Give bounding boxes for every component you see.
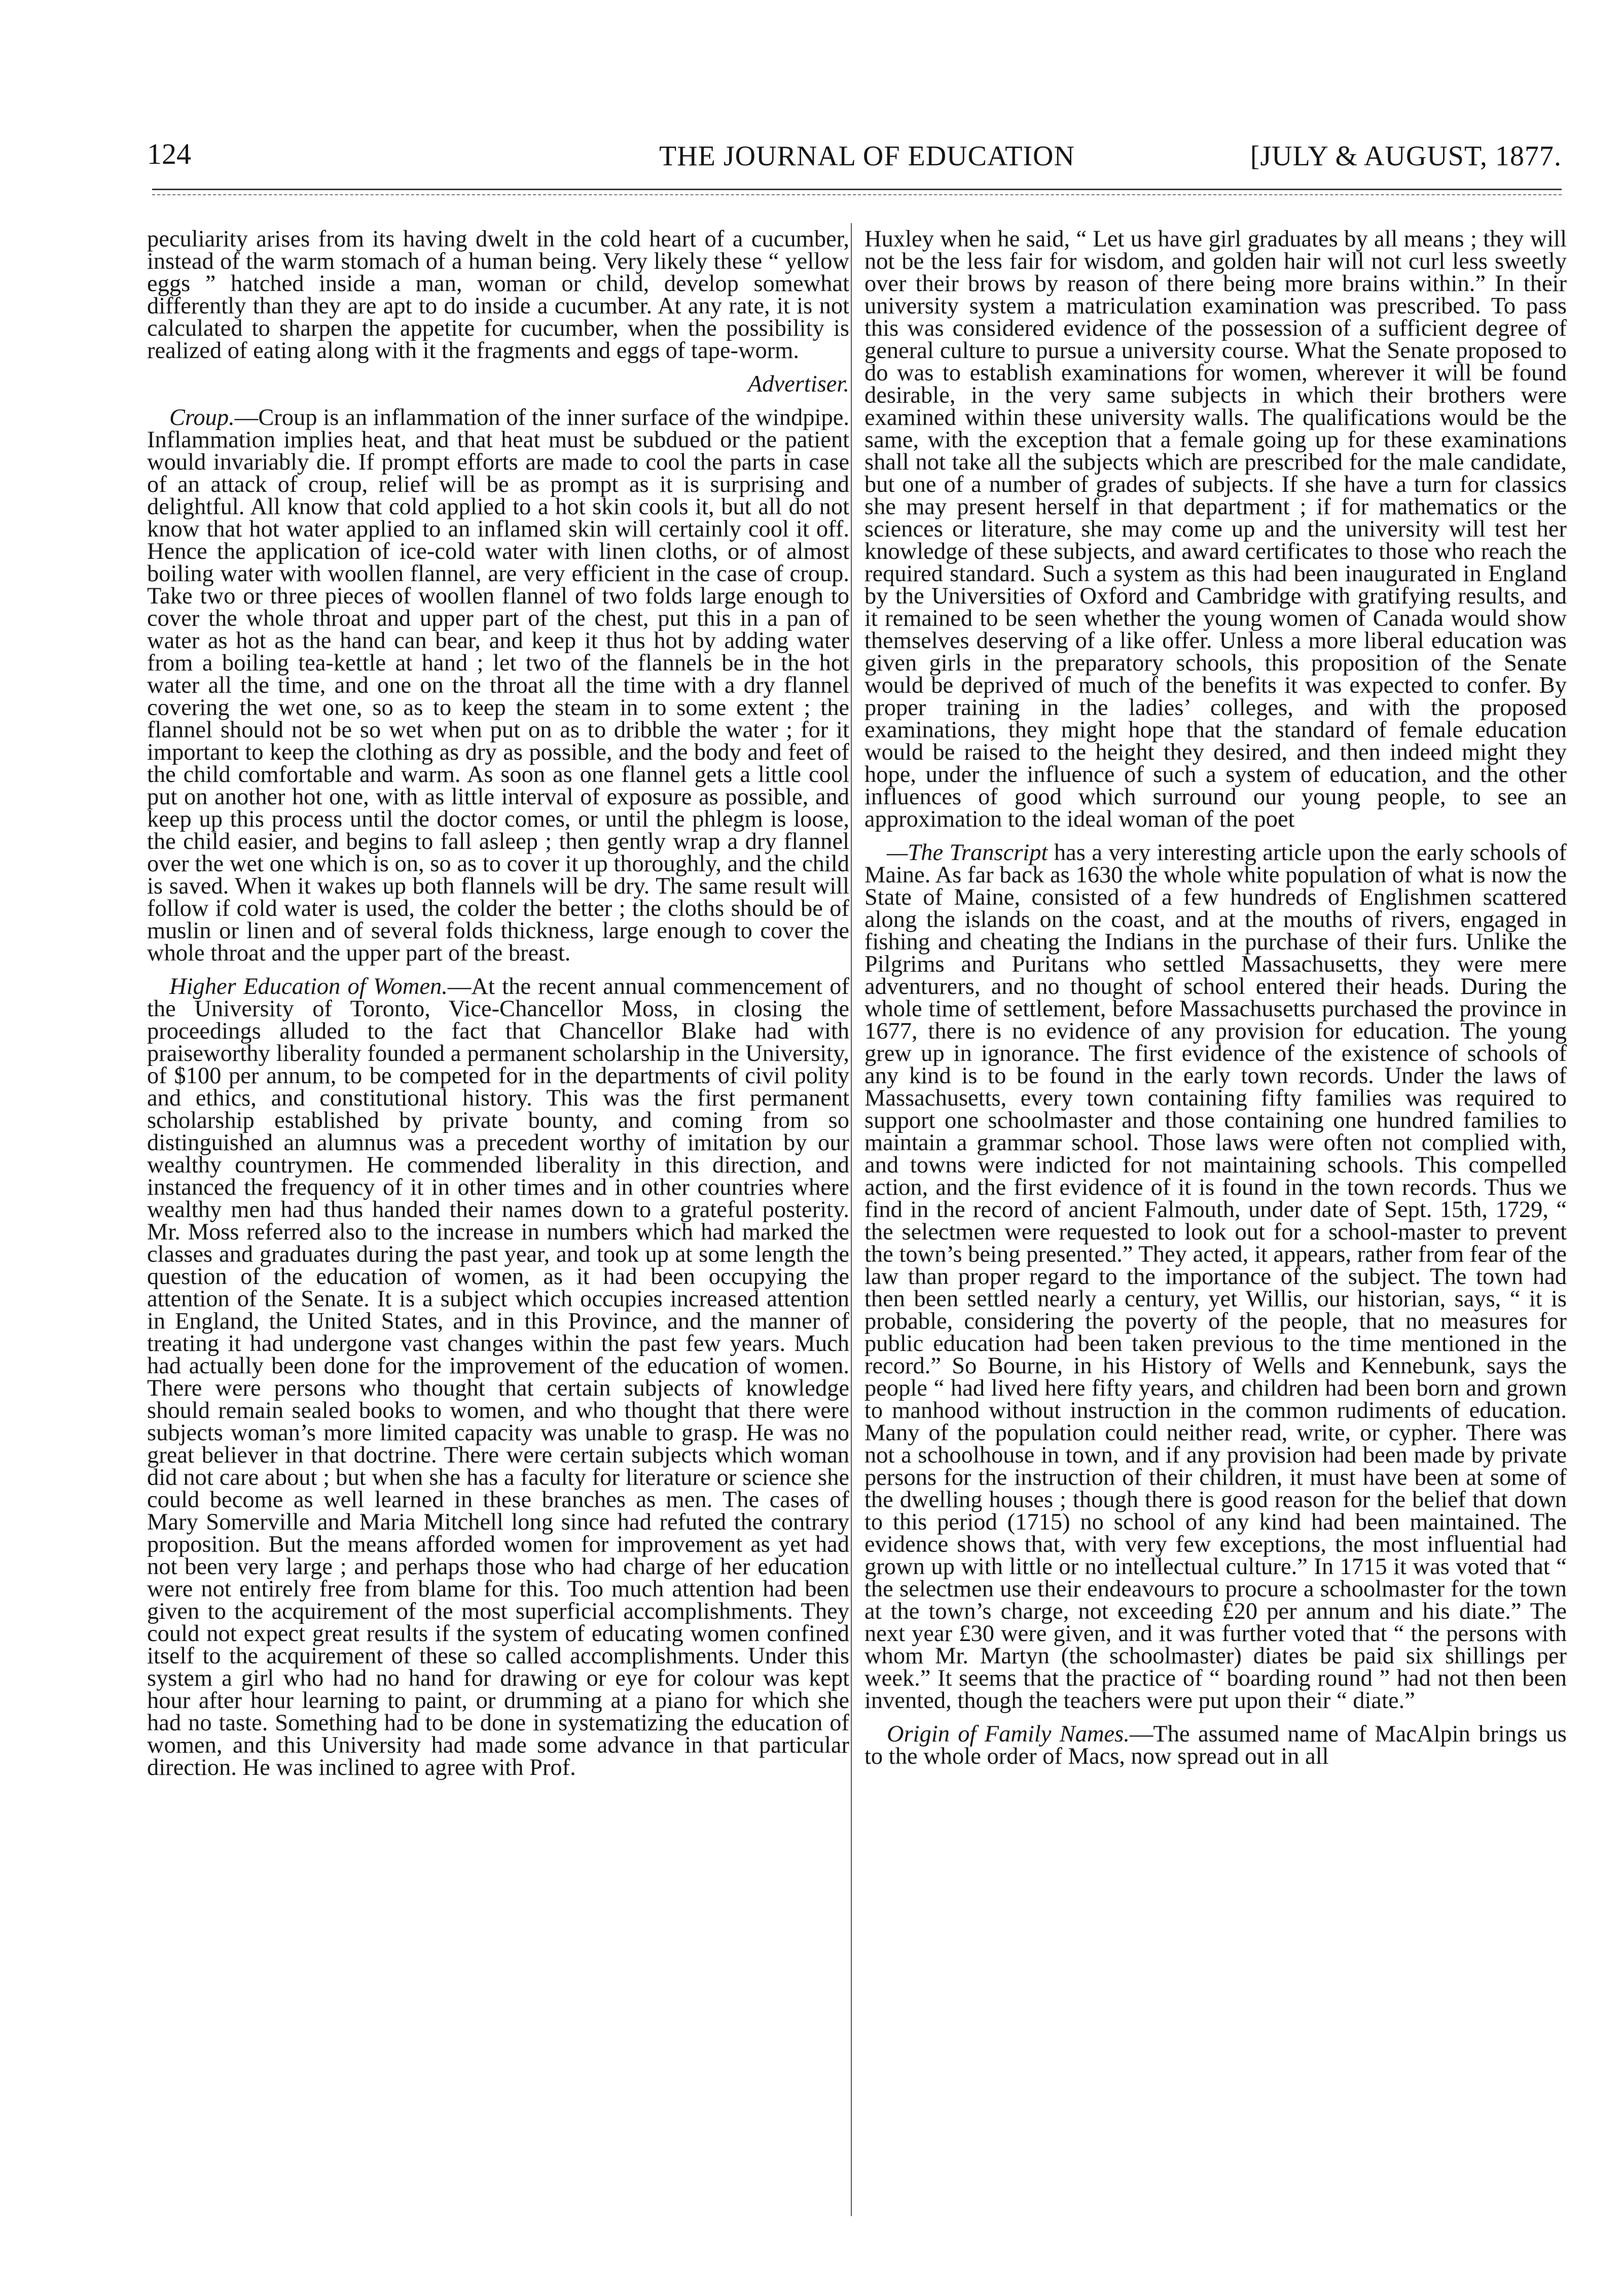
family-names-text: —The assumed name of MacAlpin brings us to the whole order of Macs, now spread out in all bbox=[864, 1721, 1567, 1769]
higher-education-text: —At the recent annual commencement of the University of Toronto, Vice-Chancellor Moss, in closing the proceedings alluded to the fact that Chancellor Blake had with praiseworthy liberality founded a permanent scholarship in the University, of $100 per annum, to be competed for in the departments of civil polity and ethics, and constitutional history. This was the first permanent scholarship established by private bounty, and coming from so distinguished an alumnus was a precedent worthy of imitation by our wealthy countrymen. He commended liberality in this direction, and instanced the frequency of it in other times and in other countries where wealthy men had thus handed their names down to a grateful posterity. Mr. Moss referred also to the increase in numbers which had marked the classes and graduates during the past year, and took up at some length the question of the education of women, as it had been occupying the attention of the Senate. It is a subject which occupies increased attention in England, the United States, and in this Province, and the manner of treating it had undergone vast changes within the past few years. Much had actually been done for the improvement of the education of women. There were persons who thought that certain subjects of knowledge should remain sealed books to women, and who thought that there were subjects woman’s more limited capacity was unable to grasp. He was no great believer in that doctrine. There were certain subjects which woman did not care about ; but when she has a faculty for literature or science she could become as well learned in these branches as men. The cases of Mary Somerville and Maria Mitchell long since had refuted the contrary proposition. But the means afforded women for improvement as yet had not been very large ; and perhaps those who had charge of her education were not entirely free from blame for this. Too much attention had been given to the acquirement of the most superficial accomplishments. They could not expect great results if the system of educating women confined itself to the acquirement of these so called accomplishments. Under this system a girl who had no hand for drawing or eye for colour was kept hour after hour learning to paint, or drumming at a piano for which she had no taste. Something had to be done in systematizing the education of women, and this University had made some advance in that particular direction. He was inclined to agree with Prof. bbox=[147, 974, 849, 1781]
journal-title: THE JOURNAL OF EDUCATION bbox=[659, 140, 1075, 172]
right-column bbox=[864, 228, 1567, 1779]
source-attribution: Advertiser. bbox=[747, 371, 849, 397]
transcript-text: has a very interesting article upon the early schools of Maine. As far back as 1630 the whole white population of what is now the State of Maine, consisted of a few hundreds of Englishmen scattered along the islands on the coast, and at the mouths of rivers, engaged in fishing and cheating the Indians in the purchase of their furs. Unlike the Pilgrims and Puritans who settled Massachusetts, they were mere adventurers, and no thought of school entered their heads. During the whole time of settlement, before Massachusetts purchased the province in 1677, there is no evidence of any provision for education. The young grew up in ignorance. The first evidence of the existence of schools of any kind is to be found in the early town records. Under the laws of Massachusetts, every town containing fifty families was required to support one schoolmaster and those containing one hundred families to maintain a grammar school. Those laws were often not complied with, and towns were indicted for not maintaining schools. This compelled action, and the first evidence of it is found in the town records. Thus we find in the record of ancient Falmouth, under date of Sept. 15th, 1729, “ the selectmen were requested to look out for a school-master to prevent the town’s being presented.” They acted, it appears, rather from fear of the law than proper regard to the importance of the subject. The town had then been settled nearly a century, yet Willis, our historian, says, “ it is probable, considering the poverty of the people, that no measures for public education had been taken previous to the time mentioned in the record.” So Bourne, in his History of Wells and Kennebunk, says the people “ had lived here fifty years, and children had been born and grown to manhood without instruction in the common rudiments of education. Many of the population could neither read, write, or cypher. There was not a schoolhouse in town, and if any provision had been made by private persons for the instruction of their children, it must have been at some of the dwelling houses ; though there is good reason for the belief that down to this period (1715) no school of any kind had been maintained. The evidence shows that, with very few exceptions, the most influential had grown up with little or no intellectual culture.” In 1715 it was voted that “ the selectmen use their endeavours to procure a schoolmaster for the town at the town’s charge, not exceeding £20 per annum and his diate.” The next year £30 were given, and it was further voted that “ the persons with whom Mr. Martyn (the schoolmaster) diates be paid six shillings per week.” It seems that the practice of “ boarding round ” had not then been invented, though the teachers were put upon their “ diate.” bbox=[864, 840, 1567, 1714]
higher-education-heading: Higher Education of Women. bbox=[169, 974, 448, 1000]
issue-date: [JULY & AUGUST, 1877. bbox=[1250, 140, 1562, 172]
family-names-heading: Origin of Family Names. bbox=[887, 1721, 1130, 1747]
page-header bbox=[147, 137, 1562, 183]
transcript-article bbox=[864, 842, 1567, 1712]
croup-article bbox=[147, 407, 849, 965]
header-rule bbox=[152, 189, 1562, 195]
huxley-paragraph: Huxley when he said, “ Let us have girl graduates by all means ; they will not be the less fair for wisdom, and golden hair will not curl less sweetly over their brows by reason of there being more brains within.” In their university system a matriculation examination was prescribed. To pass this was considered evidence of the possession of a sufficient degree of general culture to pursue a university course. What the Senate proposed to do was to establish examinations for women, wherever it will be found desirable, in the very same subjects in which their brothers were examined within these university walls. The qualifications would be the same, with the exception that a female going up for these examinations shall not take all the subjects which are prescribed for the male candidate, but one of a number of grades of subjects. If she have a turn for classics she may present herself in that department ; if for mathematics or the sciences or literature, she may come up and the university will test her knowledge of these subjects, and award certificates to those who reach the required standard. Such a system as this had been inaugurated in England by the Universities of Oxford and Cambridge with gratifying results, and it remained to be seen whether the young women of Canada would show themselves deserving of a like offer. Unless a more liberal education was given girls in the preparatory schools, this proposition of the Senate would be deprived of much of the benefits it was expected to confer. By proper training in the ladies’ colleges, and with the proposed examinations, they might hope that the standard of female education would be raised to the height they desired, and then indeed might they hope, under the influence of such a system of education, and the other influences of good which surround our young people, to see an approximation to the ideal woman of the poet bbox=[864, 226, 1567, 832]
column-divider bbox=[851, 223, 852, 2216]
transcript-heading: —The Transcript bbox=[887, 840, 1048, 866]
cucumber-paragraph: peculiarity arises from its having dwelt in the cold heart of a cucumber, instead of the warm stomach of a human being. Very likely these “ yellow eggs ” hatched inside a man, woman or child, develop somewhat differently than they are apt to do inside a cucumber. At any rate, it is not calculated to sharpen the appetite for cucumber, when the possibility is realized of eating along with it the fragments and eggs of tape-worm. bbox=[147, 226, 849, 364]
left-column bbox=[147, 228, 849, 1790]
croup-text: —Croup is an inflammation of the inner surface of the windpipe. Inflammation implies heat, and that heat must be subdued or the patient would invariably die. If prompt efforts are made to cool the parts in case of an attack of croup, relief will be as prompt as it is surprising and delightful. All know that cold applied to a hot skin cools it, but all do not know that hot water applied to an inflamed skin will certainly cool it off. Hence the application of ice-cold water with linen cloths, or of almost boiling water with woollen flannel, are very efficient in the case of croup. Take two or three pieces of woollen flannel of two folds large enough to cover the whole throat and upper part of the chest, put this in a pan of water as hot as the hand can bear, and keep it thus hot by adding water from a boiling tea-kettle at hand ; let two of the flannels be in the hot water all the time, and one on the throat all the time with a dry flannel covering the wet one, so as to keep the steam in to some extent ; the flannel should not be so wet when put on as to dribble the water ; for it important to keep the clothing as dry as possible, and the body and feet of the child comfortable and warm. As soon as one flannel gets a little cool put on another hot one, with as little interval of exposure as possible, and keep up this process until the doctor comes, or until the phlegm is loose, the child easier, and begins to fall asleep ; then gently wrap a dry flannel over the wet one which is on, so as to cover it up thoroughly, and the child is saved. When it wakes up both flannels will be dry. The same result will follow if cold water is used, the colder the better ; the cloths should be of muslin or linen and of several folds thickness, large enough to cover the whole throat and the upper part of the breast. bbox=[147, 405, 849, 966]
family-names-article bbox=[864, 1723, 1567, 1768]
page-number: 124 bbox=[147, 137, 191, 170]
croup-heading: Croup. bbox=[169, 405, 235, 431]
higher-education-article bbox=[147, 976, 849, 1779]
